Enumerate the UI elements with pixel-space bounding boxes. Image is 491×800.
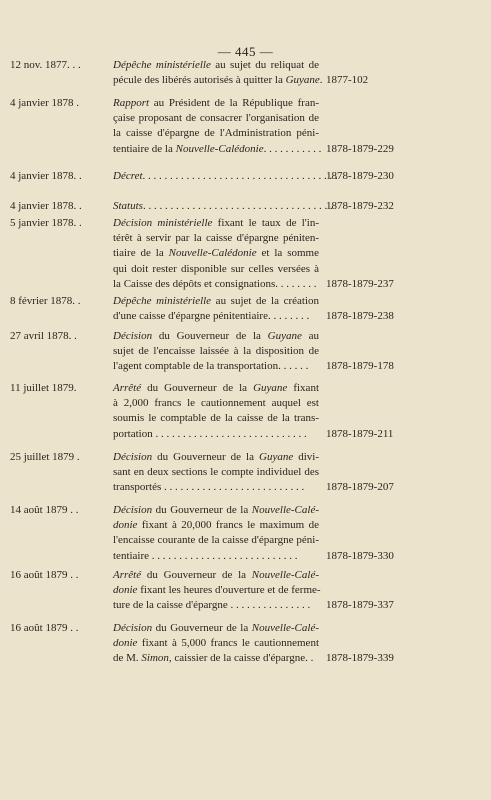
- description-line: [113, 533, 319, 548]
- entry-reference: 1878-1879-232: [326, 200, 394, 212]
- text-segment: térêt à servir par la caisse d'épargne péniten-: [113, 232, 319, 245]
- text-segment: ture de la caisse d'épargne . . . . . . . . . . . . . . .: [113, 599, 311, 612]
- text-segment: du Gouverneur de la: [152, 504, 252, 516]
- text-segment: l'encaisse courante de la caisse d'épargne péni-: [113, 534, 319, 547]
- italic-segment: Rapport: [113, 97, 150, 109]
- description-line: [113, 636, 319, 651]
- italic-segment: donie: [113, 584, 138, 597]
- entry-description: [113, 199, 333, 214]
- entry-date: 12 nov. 1877. . .: [10, 59, 81, 71]
- entry-date: 16 août 1879 . .: [10, 569, 79, 581]
- entry-reference: 1878-1879-330: [326, 549, 394, 562]
- entry-date: 8 février 1878. .: [10, 295, 81, 307]
- italic-segment: Décision: [113, 451, 153, 463]
- entry-description: [113, 381, 319, 442]
- entry-description: [113, 329, 319, 375]
- entry-date: 14 août 1879 . .: [10, 504, 79, 516]
- italic-segment: Décision: [113, 330, 153, 342]
- text-segment: . . . . . . . . . . . . . . . . . . . . . . . . . . . . . . . . . . . .: [142, 170, 338, 182]
- description-line: [113, 231, 319, 246]
- italic-segment: Décision: [113, 622, 153, 634]
- description-line: [113, 381, 319, 396]
- description-line: [113, 344, 319, 359]
- italic-segment: Dépêche ministérielle: [113, 59, 211, 71]
- italic-segment: Nouvelle-Calé-: [251, 622, 319, 634]
- entry-reference: 1878-1879-337: [326, 599, 394, 612]
- entry-date: 4 janvier 1878. .: [10, 170, 82, 182]
- italic-segment: Simon: [141, 652, 169, 665]
- italic-segment: Guyane: [259, 451, 294, 463]
- description-line: [113, 549, 319, 564]
- italic-segment: Décision: [113, 504, 153, 516]
- entry-description: [113, 216, 319, 292]
- italic-segment: Dépêche ministérielle: [113, 295, 212, 307]
- text-segment: transportés . . . . . . . . . . . . . . . . . . . . . . . . . .: [113, 481, 305, 494]
- text-segment: divi-: [293, 451, 319, 463]
- text-segment: tentiaire de la: [113, 142, 176, 155]
- text-segment: fixant: [287, 382, 319, 394]
- entry-date: 11 juillet 1879.: [10, 382, 77, 394]
- description-line: [113, 294, 319, 309]
- description-line: [113, 518, 319, 533]
- description-line: [113, 96, 319, 111]
- entry-date: 4 janvier 1878. .: [10, 200, 82, 212]
- text-segment: fixant à 5,000 francs le cautionnement: [137, 637, 319, 650]
- italic-segment: Arrêté: [113, 382, 142, 394]
- description-line: [113, 359, 319, 374]
- entry-reference: 1878-1879-237: [326, 277, 394, 290]
- description-line: [113, 126, 319, 141]
- description-line: [113, 216, 319, 231]
- entry-description: [113, 568, 319, 614]
- description-line: [113, 73, 323, 88]
- text-segment: çaise proposant de consacrer l'organisation de: [113, 112, 319, 125]
- entry-date: 27 avril 1878. .: [10, 330, 77, 342]
- description-line: [113, 568, 319, 583]
- text-segment: au sujet du reliquat de: [210, 59, 320, 71]
- italic-segment: Nouvelle-Calédonie: [175, 142, 264, 155]
- entry-reference: 1878-1879-178: [326, 360, 394, 373]
- description-line: [113, 465, 319, 480]
- text-segment: sujet de l'encaisse laissée à la disposition de: [113, 345, 319, 358]
- text-segment: de M.: [113, 652, 142, 665]
- text-segment: tentiaire . . . . . . . . . . . . . . . . . . . . . . . . . . .: [113, 549, 298, 562]
- entry-date: 5 janvier 1878. .: [10, 217, 82, 229]
- text-segment: du Gouverneur de la: [141, 382, 254, 394]
- entry-date: 25 juillet 1879 .: [10, 451, 80, 463]
- description-line: [113, 262, 319, 277]
- description-line: [113, 169, 338, 184]
- description-line: [113, 329, 319, 344]
- entry-reference: 1878-1879-207: [326, 481, 394, 494]
- entry-reference: 1878-1879-238: [326, 310, 394, 323]
- description-line: [113, 111, 319, 126]
- entry-description: [113, 503, 319, 564]
- description-line: [113, 411, 319, 426]
- italic-segment: Guyane: [253, 382, 288, 394]
- text-segment: .: [319, 74, 323, 87]
- text-segment: fixant à 20,000 francs le maximum de: [137, 519, 319, 532]
- description-line: [113, 396, 319, 411]
- text-segment: . . . . . . . . . . .: [263, 142, 322, 155]
- entry-description: [113, 450, 319, 496]
- text-segment: au: [301, 330, 319, 342]
- italic-segment: donie: [113, 637, 138, 650]
- italic-segment: Décision ministérielle: [113, 217, 213, 229]
- italic-segment: Statuts: [113, 200, 143, 212]
- description-line: [113, 651, 319, 666]
- text-segment: la caisse d'épargne de l'Administration péni-: [113, 127, 319, 140]
- description-line: [113, 503, 319, 518]
- text-segment: tiaire de la: [113, 247, 169, 260]
- description-line: [113, 199, 333, 214]
- description-line: [113, 427, 319, 442]
- description-line: [113, 142, 322, 157]
- entry-description: [113, 294, 319, 324]
- description-line: [113, 309, 319, 324]
- text-segment: portation . . . . . . . . . . . . . . . . . . . . . . . . . . . .: [113, 427, 307, 440]
- italic-segment: Guyane: [285, 74, 320, 87]
- text-segment: du Gouverneur de la: [152, 330, 268, 342]
- text-segment: sant en deux sections le compte individuel des: [113, 466, 319, 479]
- text-segment: au Président de la République fran-: [149, 97, 319, 109]
- description-line: [113, 480, 319, 495]
- entry-reference: 1878-1879-229: [326, 142, 394, 155]
- text-segment: du Gouverneur de la: [152, 622, 252, 634]
- description-line: [113, 277, 319, 292]
- text-segment: au sujet de la création: [211, 295, 319, 307]
- text-segment: fixant le taux de l'in-: [212, 217, 319, 229]
- italic-segment: donie: [113, 519, 138, 532]
- italic-segment: Arrêté: [113, 569, 142, 581]
- entry-description: [113, 621, 319, 667]
- text-segment: du Gouverneur de la: [152, 451, 259, 463]
- text-segment: d'une caisse d'épargne pénitentiaire. . . . . . . .: [113, 310, 310, 323]
- entry-date: 16 août 1879 . .: [10, 622, 79, 634]
- text-segment: du Gouverneur de la: [141, 569, 252, 581]
- entry-description: [113, 58, 323, 88]
- italic-segment: Nouvelle-Calédonie: [168, 247, 257, 260]
- entry-reference: 1878-1879-339: [326, 652, 394, 665]
- entry-description: [113, 96, 322, 157]
- text-segment: et la somme: [256, 247, 319, 260]
- text-segment: à 2,000 francs le cautionnement auquel est: [113, 397, 319, 410]
- entry-description: [113, 169, 338, 184]
- entry-reference: 1878-1879-211: [326, 427, 394, 440]
- text-segment: la Caisse des dépôts et consignations. . . . . . . .: [113, 277, 317, 290]
- description-line: [113, 583, 319, 598]
- description-line: [113, 58, 319, 73]
- description-line: [113, 598, 319, 613]
- entry-reference: 1877-102: [326, 74, 369, 87]
- entry-reference: 1878-1879-230: [326, 170, 394, 182]
- text-segment: soumis le comptable de la caisse de la trans-: [113, 412, 319, 425]
- italic-segment: Nouvelle-Calé-: [251, 569, 319, 581]
- page-number: — 445 —: [217, 44, 274, 59]
- text-segment: , caissier de la caisse d'épargne. .: [168, 652, 314, 665]
- description-line: [113, 621, 319, 636]
- text-segment: pécule des libérés autorisés à quitter la: [113, 74, 286, 87]
- text-segment: fixant les heures d'ouverture et de ferme-: [137, 584, 321, 597]
- italic-segment: Nouvelle-Calé-: [251, 504, 319, 516]
- description-line: [113, 450, 319, 465]
- entry-date: 4 janvier 1878 .: [10, 97, 80, 109]
- text-segment: . . . . . . . . . . . . . . . . . . . . . . . . . . . . . . . . . . .: [142, 200, 333, 212]
- description-line: [113, 246, 319, 261]
- text-segment: qui doit rester disponible sur celles versées à: [113, 262, 319, 275]
- italic-segment: Décret: [113, 170, 143, 182]
- italic-segment: Guyane: [267, 330, 302, 342]
- text-segment: l'agent comptable de la transportation. . . . . .: [113, 360, 309, 373]
